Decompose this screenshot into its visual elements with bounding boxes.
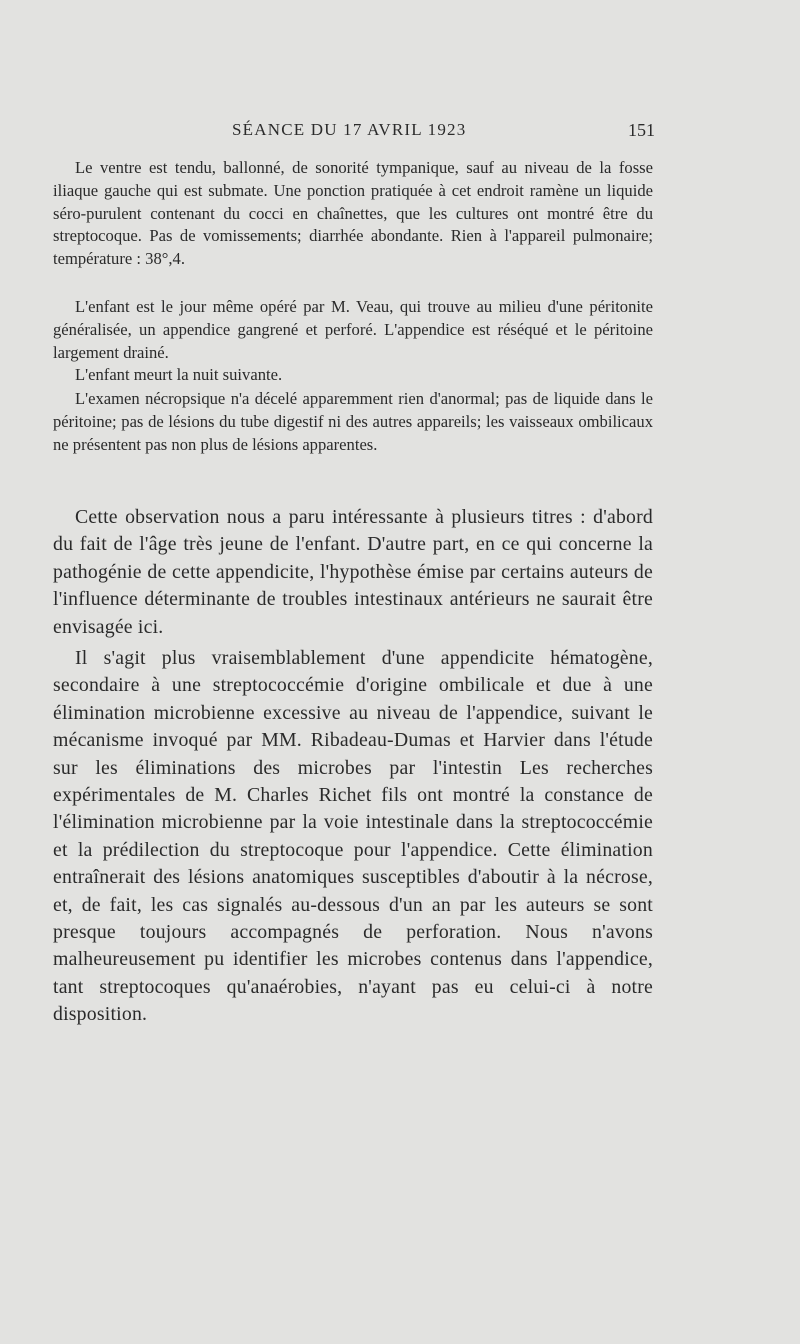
paragraph-necropsy: L'examen nécropsique n'a décelé apparemment rien d'anormal; pas de liquide dans le péritoine; pas de lésions du tube digestif ni des autres appareils; les vaisseaux ombilicaux ne présentent pas non plus de lésions apparentes. (53, 389, 653, 454)
paragraph-observation-interest: Cette observation nous a paru intéressante à plusieurs titres : d'abord du fait de l'âge très jeune de l'enfant. D'autre part, en ce qui concerne la pathogénie de cette appendicite, l'hypothèse émise par certains auteurs de l'influence déterminante de troubles intestinaux antérieurs ne saurait être envisagée ici. (53, 506, 653, 638)
paragraph-death: L'enfant meurt la nuit suivante. (75, 365, 283, 384)
running-header (200, 120, 655, 144)
page-number: 151 (628, 120, 655, 140)
header-title: SÉANCE DU 17 AVRIL 1923 (232, 120, 467, 139)
paragraph-operation: L'enfant est le jour même opéré par M. Veau, qui trouve au milieu d'une péritonite généralisée, un appendice gangrené et perforé. L'appendice est réséqué et le péritoine largement drainé. (53, 297, 653, 362)
paragraph-clinical-exam: Le ventre est tendu, ballonné, de sonorité tympanique, sauf au niveau de la fosse iliaque gauche qui est submate. Une ponction pratiquée à cet endroit ramène un liquide séro-purulent contenant du cocci en chaînettes, que les cultures ont montré être du streptocoque. Pas de vomissements; diarrhée abondante. Rien à l'appareil pulmonaire; température : 38°,4. (53, 158, 653, 269)
paragraph-hematogenous-hypothesis: Il s'agit plus vraisemblablement d'une appendicite hématogène, secondaire à une streptococcémie d'origine ombilicale et due à une élimination microbienne excessive au niveau de l'appendice, suivant le mécanisme invoqué par MM. Ribadeau-Dumas et Harvier dans l'étude sur les éliminations des microbes par l'intestin Les recherches expérimentales de M. Charles Richet fils ont montré la constance de l'élimination microbienne par la voie intestinale dans la streptococcémie et la prédilection du streptocoque pour l'appendice. Cette élimination entraînerait des lésions anatomiques susceptibles d'aboutir à la nécrose, et, de fait, les cas signalés au-dessous d'un an par les auteurs se sont presque toujours accompagnés de perforation. Nous n'avons malheureusement pu identifier les microbes contenus dans l'appendice, tant streptocoques qu'anaérobies, n'ayant pas eu celui-ci à notre disposition. (53, 647, 653, 1026)
